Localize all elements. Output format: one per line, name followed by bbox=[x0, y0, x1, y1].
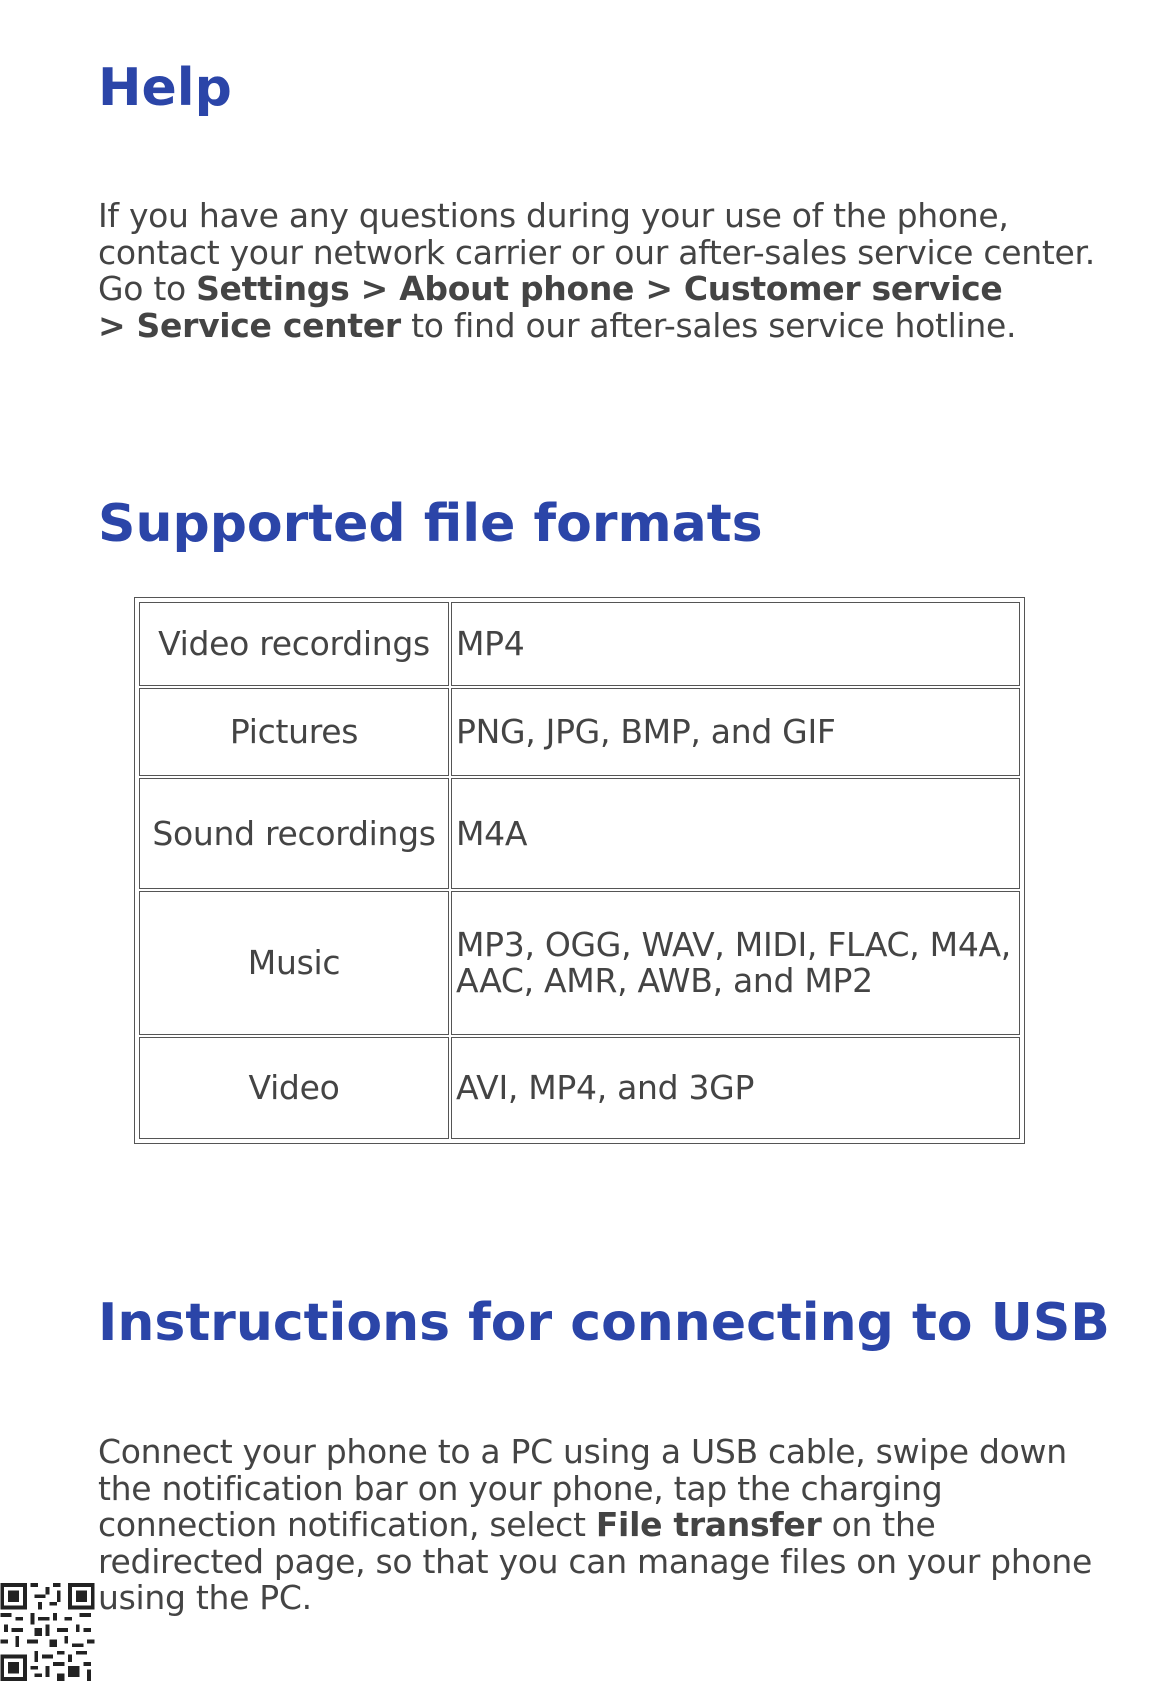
help-text-intro: If you have any questions during your use of the phone, contact your network carrier or our after-sales service center. Go to bbox=[98, 196, 1095, 308]
format-list-cell: AVI, MP4, and 3GP bbox=[451, 1037, 1020, 1139]
file-type-cell: Music bbox=[139, 891, 449, 1035]
file-type-cell: Sound recordings bbox=[139, 778, 449, 889]
format-list-cell: M4A bbox=[451, 778, 1020, 889]
path-settings: Settings bbox=[196, 269, 350, 308]
usb-heading: Instructions for connecting to USB bbox=[98, 1293, 1110, 1353]
formats-table bbox=[134, 597, 1025, 1144]
path-customer-service: Customer service bbox=[683, 269, 1003, 308]
file-type-cell: Video bbox=[139, 1037, 449, 1139]
help-text-outro: to find our after-sales service hotline. bbox=[400, 305, 1017, 345]
path-about-phone: About phone bbox=[399, 269, 635, 308]
file-type-cell: Video recordings bbox=[139, 602, 449, 686]
table-row bbox=[139, 1037, 1020, 1139]
path-separator: > bbox=[634, 269, 684, 308]
formats-heading: Supported file formats bbox=[98, 494, 763, 554]
table-row bbox=[139, 891, 1020, 1035]
table-row bbox=[139, 602, 1020, 686]
path-service-center: Service center bbox=[136, 305, 401, 345]
qr-code-icon bbox=[0, 1583, 95, 1681]
format-list-cell: PNG, JPG, BMP, and GIF bbox=[451, 688, 1020, 776]
file-type-cell: Pictures bbox=[139, 688, 449, 776]
file-transfer-label: File transfer bbox=[595, 1505, 822, 1544]
path-separator: > bbox=[349, 269, 400, 308]
path-separator: > bbox=[98, 305, 137, 345]
usb-text-outro: on the redirected page, so that you can manage files on your phone using the PC. bbox=[98, 1505, 1092, 1617]
usb-paragraph bbox=[98, 1434, 1098, 1617]
help-heading: Help bbox=[98, 58, 232, 118]
table-row bbox=[139, 688, 1020, 776]
format-list-cell: MP3, OGG, WAV, MIDI, FLAC, M4A, AAC, AMR, AWB, and MP2 bbox=[451, 891, 1020, 1035]
help-paragraph bbox=[98, 198, 1098, 344]
table-row bbox=[139, 778, 1020, 889]
format-list-cell: MP4 bbox=[451, 602, 1020, 686]
usb-text-intro: Connect your phone to a PC using a USB cable, swipe down the notification bar on your phone, tap the charging connection notification, select bbox=[98, 1432, 1067, 1544]
